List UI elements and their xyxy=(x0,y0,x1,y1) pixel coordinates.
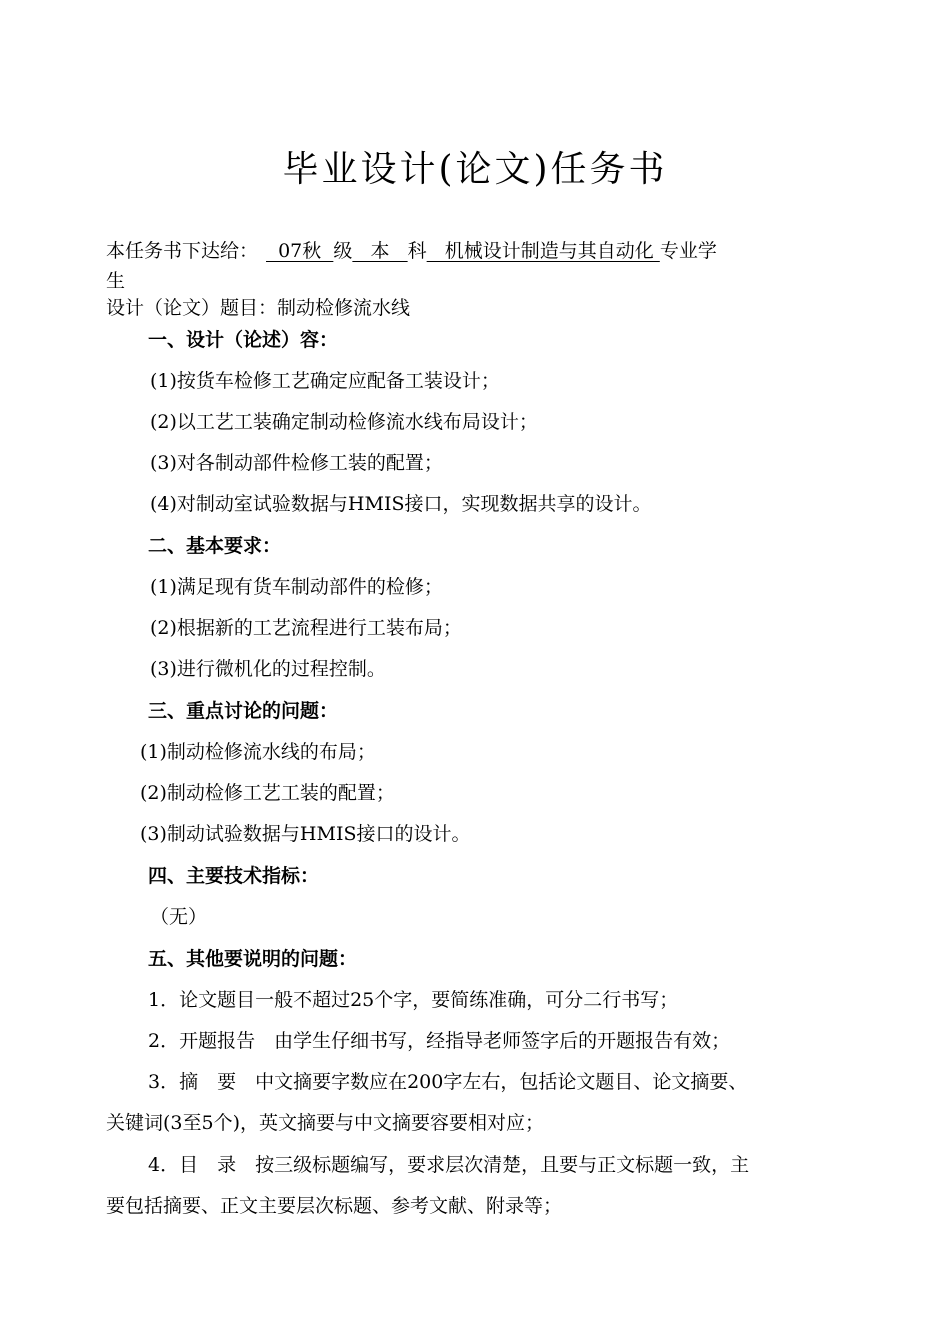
grade-value: 07秋 xyxy=(266,240,334,262)
list-item: 2．开题报告 由学生仔细书写，经指导老师签字后的开题报告有效； xyxy=(148,1030,731,1052)
list-item: (3)对各制动部件检修工装的配置； xyxy=(150,452,443,474)
list-item: (1)按货车检修工艺确定应配备工装设计； xyxy=(150,370,500,392)
assignment-wrap: 生 xyxy=(106,270,126,292)
list-item: (2)根据新的工艺流程进行工装布局； xyxy=(150,617,462,639)
section-heading: 三、重点讨论的问题： xyxy=(148,700,339,722)
list-item: (2)制动检修工艺工装的配置； xyxy=(140,782,395,804)
list-item: (3)进行微机化的过程控制。 xyxy=(150,658,386,680)
list-item: 4．目 录 按三级标题编写，要求层次清楚，且要与正文标题一致，主 xyxy=(148,1154,750,1176)
level-value: 本 xyxy=(352,240,408,262)
list-item: (1)满足现有货车制动部件的检修； xyxy=(150,576,443,598)
list-item: 3．摘 要 中文摘要字数应在200字左右，包括论文题目、论文摘要、 xyxy=(148,1071,748,1093)
major-suffix: 专业学 xyxy=(659,240,717,262)
list-item: (4)对制动室试验数据与HMIS接口，实现数据共享的设计。 xyxy=(150,493,652,515)
page-title: 毕业设计(论文)任务书 xyxy=(282,149,668,190)
assignment-line xyxy=(106,236,717,266)
list-item: 要包括摘要、正文主要层次标题、参考文献、附录等； xyxy=(106,1195,563,1217)
list-item: （无） xyxy=(150,906,208,928)
level-suffix: 科 xyxy=(407,240,427,262)
major-value: 机械设计制造与其自动化 xyxy=(426,240,660,262)
section-heading: 五、其他要说明的问题： xyxy=(148,948,358,970)
list-item: (2)以工艺工装确定制动检修流水线布局设计； xyxy=(150,411,538,433)
section-heading: 一、设计（论述）容： xyxy=(148,329,339,351)
list-item: (3)制动试验数据与HMIS接口的设计。 xyxy=(140,823,471,845)
section-heading: 二、基本要求： xyxy=(148,535,282,557)
list-item: (1)制动检修流水线的布局； xyxy=(140,741,376,763)
list-item: 1．论文题目一般不超过25个字，要简练准确，可分二行书写； xyxy=(148,989,679,1011)
grade-suffix: 级 xyxy=(333,240,353,262)
assignment-prefix: 本任务书下达给： xyxy=(106,240,259,262)
section-heading: 四、主要技术指标： xyxy=(148,865,320,887)
list-item: 关键词(3至5个)，英文摘要与中文摘要容要相对应； xyxy=(106,1112,545,1134)
topic-line: 设计（论文）题目：制动检修流水线 xyxy=(106,297,411,319)
